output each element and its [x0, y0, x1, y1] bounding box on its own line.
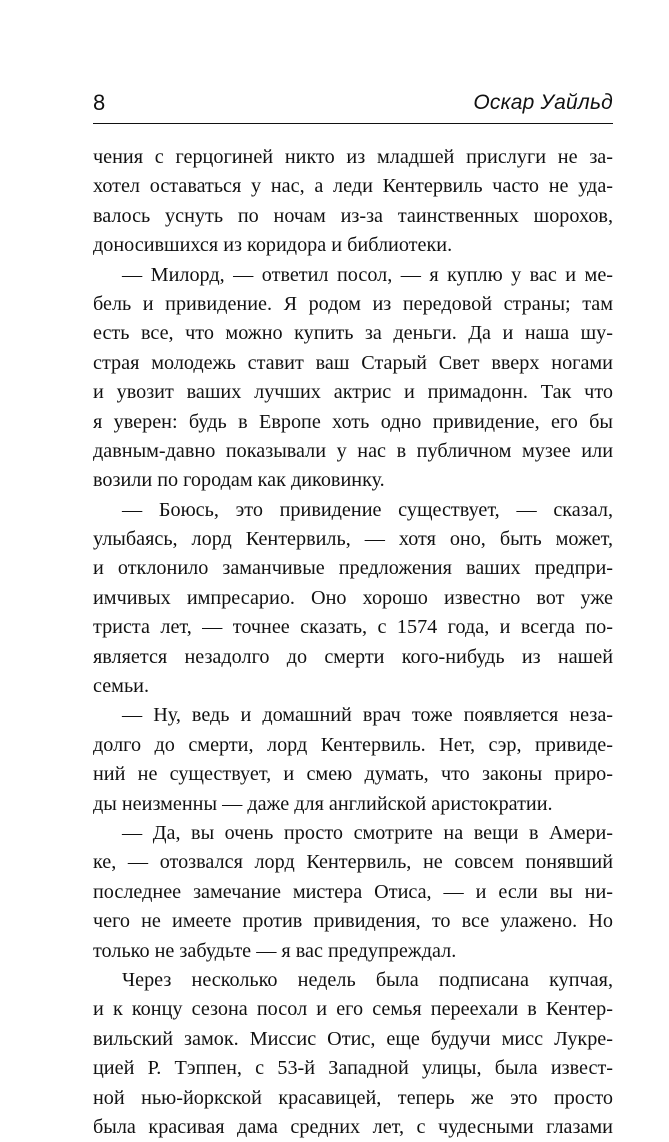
- text-line: валось уснуть по ночам из-за таинственных шорохов,: [93, 204, 613, 227]
- text-line: доносившихся из коридора и библиотеки.: [93, 234, 453, 257]
- text-line: — Да, вы очень просто смотрите на вещи в Амери-: [122, 821, 613, 844]
- text-line: улыбаясь, лорд Кентервиль, — хотя оно, быть может,: [93, 528, 613, 551]
- text-line: давным-давно показывали у нас в публичном музее или: [93, 439, 613, 462]
- text-line: ной нью-йоркской красавицей, теперь же это просто: [93, 1086, 613, 1109]
- text-line: чего не имеете против привидения, то все улажено. Но: [93, 910, 613, 933]
- text-line: только не забудьте — я вас предупреждал.: [93, 939, 457, 962]
- text-line: ды неизменны — даже для английской аристократии.: [93, 792, 553, 815]
- running-head: [93, 84, 613, 124]
- text-line: ке, — отозвался лорд Кентервиль, не совсем понявший: [93, 851, 613, 874]
- text-line: ний не существует, и смею думать, что законы приро-: [93, 763, 613, 786]
- page-number: 8: [93, 90, 106, 115]
- text-line: вильский замок. Миссис Отис, еще будучи мисс Лукре-: [93, 1027, 613, 1050]
- text-line: последнее замечание мистера Отиса, — и если вы ни-: [93, 880, 613, 903]
- text-line: долго до смерти, лорд Кентервиль. Нет, сэр, привиде-: [93, 733, 613, 756]
- text-line: — Ну, ведь и домашний врач тоже появляется неза-: [122, 704, 613, 727]
- text-line: и к концу сезона посол и его семья переехали в Кентер-: [93, 998, 613, 1021]
- text-line: Через несколько недель была подписана купчая,: [122, 968, 613, 991]
- body-text: [93, 143, 613, 1142]
- text-line: и отклонило заманчивые предложения ваших предпри-: [93, 557, 613, 580]
- text-line: есть все, что можно купить за деньги. Да и наша шу-: [93, 322, 613, 345]
- text-line: чения с герцогиней никто из младшей прислуги не за-: [93, 146, 613, 168]
- header-rule: [93, 123, 613, 124]
- text-line: — Милорд, — ответил посол, — я куплю у вас и ме-: [122, 263, 613, 286]
- text-line: была красивая дама средних лет, с чудесными глазами: [93, 1115, 613, 1138]
- text-line: страя молодежь ставит ваш Старый Свет вверх ногами: [93, 351, 613, 374]
- running-title: Оскар Уайльд: [473, 91, 613, 114]
- text-line: бель и привидение. Я родом из передовой страны; там: [93, 292, 613, 315]
- text-line: хотел оставаться у нас, а леди Кентервиль часто не уда-: [93, 175, 613, 198]
- text-line: имчивых импресарио. Оно хорошо известно вот уже: [93, 586, 613, 609]
- text-line: является незадолго до смерти кого-нибудь из нашей: [93, 645, 613, 668]
- text-line: семьи.: [93, 675, 149, 698]
- text-line: цией Р. Тэппен, с 53-й Западной улицы, была извест-: [93, 1057, 613, 1080]
- text-line: возили по городам как диковинку.: [93, 469, 385, 492]
- text-line: я уверен: будь в Европе хоть одно привидение, его бы: [93, 410, 613, 433]
- text-line: — Боюсь, это привидение существует, — сказал,: [122, 498, 613, 521]
- text-line: и увозит ваших лучших актрис и примадонн. Так что: [93, 381, 613, 404]
- text-line: триста лет, — точнее сказать, с 1574 года, и всегда по-: [93, 616, 613, 639]
